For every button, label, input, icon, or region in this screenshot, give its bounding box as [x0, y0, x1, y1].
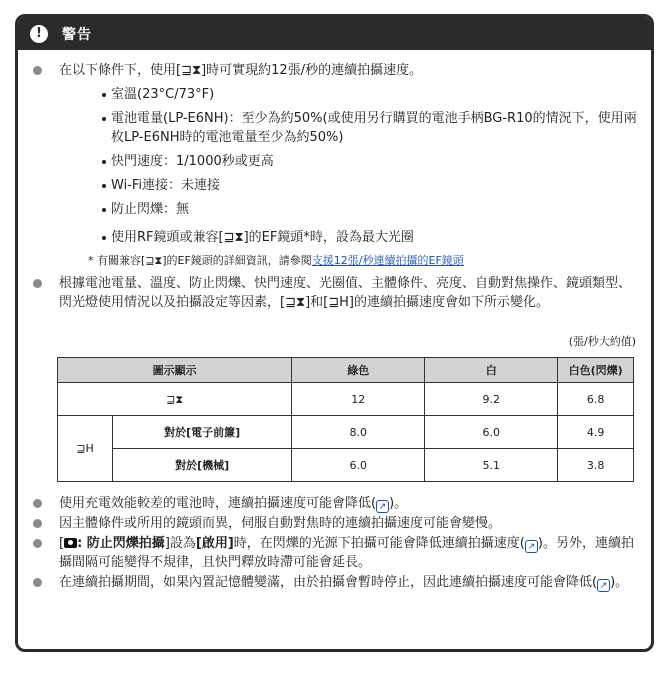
intro-text: 在以下條件下，使用[⊒⧗]時可實現約12張/秒的連續拍攝速度。 — [59, 63, 423, 78]
table-unit: (張/秒大約值) — [568, 335, 636, 348]
list-item — [28, 494, 640, 513]
table-cell: 3.8 — [558, 449, 634, 482]
condition-item: 使用RF鏡頭或兼容[⊒⧗]的EF鏡頭*時，設為最大光圈 — [59, 228, 640, 247]
warning-title: 警告 — [62, 26, 92, 43]
row-label: 對於[電子前簾] — [113, 416, 292, 449]
speed-variation-text: 根據電池電量、溫度、防止閃爍、快門速度、光圈值、主體條件、亮度、自動對焦操作、鏡頭類型、閃光燈使用情況以及拍攝設定等因素，[⊒⧗]和[⊒H]的連續拍攝速度會如下所示變化。 — [59, 276, 632, 310]
condition-item: 電池電量(LP-E6NH)：至少為約50%(或使用另行購買的電池手柄BG-R10的情況下，使用兩枚LP-E6NH時的電池電量至少為約50%) — [59, 109, 640, 147]
condition-item: 防止閃爍：無 — [59, 200, 640, 219]
table-cell: 9.2 — [425, 383, 558, 416]
table-row — [58, 449, 634, 482]
speed-table — [57, 357, 634, 482]
warning-text: )。 — [389, 496, 408, 511]
page-ref-icon[interactable]: ↗ — [376, 500, 389, 513]
warning-text: 時，在閃爍的光源下拍攝可能會降低連續拍攝速度( — [233, 536, 525, 551]
list-item — [28, 573, 640, 592]
header-white-flashing: 白色(閃爍) — [558, 358, 634, 383]
table-row — [58, 416, 634, 449]
warning-text: )。 — [610, 575, 629, 590]
warning-list — [28, 494, 640, 592]
note-text: * 有關兼容[⊒⧗]的EF鏡頭的詳細資訊，請參閱 — [88, 254, 312, 267]
condition-item: 室溫(23°C/73°F) — [59, 85, 640, 104]
warning-text: )。另外，連續拍攝間隔可能變得不規律，且快門釋放時滯可能會延長。 — [59, 536, 634, 570]
table-cell: 4.9 — [558, 416, 634, 449]
table-cell: 12 — [292, 383, 425, 416]
warning-text: 在連續拍攝期間，如果內置記憶體變滿，由於拍攝會暫時停止，因此連續拍攝速度可能會降低( — [59, 575, 598, 590]
table-row — [58, 383, 634, 416]
high-speed-icon: ⊒H — [58, 416, 113, 482]
page-ref-icon[interactable]: ↗ — [597, 579, 610, 592]
lens-note — [28, 251, 640, 270]
header-icon-display: 圖示顯示 — [58, 358, 292, 383]
table-cell: 5.1 — [425, 449, 558, 482]
high-speed-plus-icon: ⊒⧗ — [58, 383, 292, 416]
warning-text: 使用充電效能較差的電池時，連續拍攝速度可能會降低( — [59, 496, 377, 511]
header-green: 綠色 — [292, 358, 425, 383]
ef-lens-link[interactable]: 支援12張/秒連續拍攝的EF鏡頭 — [311, 254, 464, 267]
table-cell: 6.0 — [292, 449, 425, 482]
warning-icon: ! — [30, 25, 48, 43]
table-cell: 6.0 — [425, 416, 558, 449]
table-cell: 8.0 — [292, 416, 425, 449]
condition-item: 快門速度：1/1000秒或更高 — [59, 152, 640, 171]
list-item: [ : 防止閃爍拍攝]設為[啟用]時，在閃爍的光源下拍攝可能會降低連續拍攝速度( ↗ )。另外，連續拍攝間隔可能變得不規律，且快門釋放時滯可能會延長。 — [28, 534, 640, 572]
row-label: 對於[機械] — [113, 449, 292, 482]
table-header-row — [58, 358, 634, 383]
condition-item: Wi-Fi連接：未連接 — [59, 176, 640, 195]
warning-content — [28, 61, 640, 593]
setting-value: [啟用] — [195, 536, 234, 551]
warning-header — [18, 17, 651, 50]
warning-box — [15, 14, 654, 652]
camera-icon — [64, 538, 77, 548]
header-white: 白 — [425, 358, 558, 383]
page-ref-icon[interactable]: ↗ — [525, 540, 538, 553]
list-item — [28, 274, 640, 312]
warning-text: 因主體條件或所用的鏡頭而異，伺服自動對焦時的連續拍攝速度可能會變慢。 — [59, 516, 502, 531]
table-cell: 6.8 — [558, 383, 634, 416]
warning-text: 設為 — [169, 536, 196, 551]
list-item — [28, 514, 640, 533]
setting-name: : 防止閃爍拍攝 — [77, 536, 165, 551]
list-item — [28, 61, 640, 247]
